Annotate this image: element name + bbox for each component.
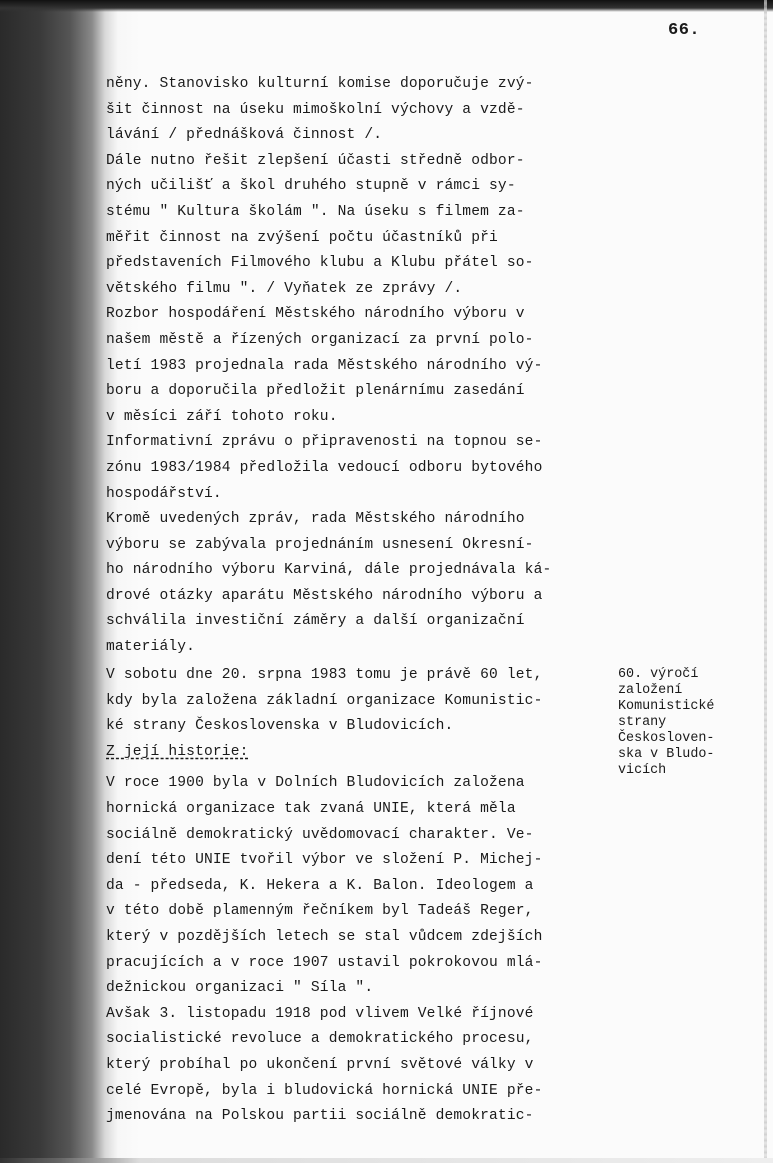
text-line: stému " Kultura školám ". Na úseku s filmem za- bbox=[106, 203, 525, 220]
text-line: dení této UNIE tvořil výbor ve složení P. Michej- bbox=[106, 852, 543, 869]
margin-note-line: založení bbox=[618, 683, 683, 698]
paragraph bbox=[106, 430, 626, 507]
margin-note-line: 60. výročí bbox=[618, 667, 699, 682]
text-line: boru a doporučila předložit plenárnímu zasedání bbox=[106, 383, 525, 400]
text-line: ných učilišť a škol druhého stupně v rámci sy- bbox=[106, 178, 516, 195]
text-line: větského filmu ". / Vyňatek ze zprávy /. bbox=[106, 280, 463, 297]
paragraph bbox=[106, 1002, 626, 1130]
text-line: lávání / přednášková činnost /. bbox=[106, 127, 383, 144]
text-line: kdy byla založena základní organizace Komunistic- bbox=[106, 692, 543, 709]
paragraph bbox=[106, 149, 626, 303]
text-line: ké strany Československa v Bludovicích. bbox=[106, 718, 454, 735]
text-line: jmenována na Polskou partii sociálně demokratic- bbox=[106, 1108, 534, 1125]
text-line: který probíhal po ukončení první světové války v bbox=[106, 1056, 534, 1073]
text-line: hospodářství. bbox=[106, 485, 222, 502]
text-line: celé Evropě, byla i bludovická hornická UNIE pře- bbox=[106, 1082, 543, 1099]
margin-note-line: Komunistické bbox=[618, 699, 715, 714]
text-line: v této době plamenným řečníkem byl Tadeáš Reger, bbox=[106, 903, 534, 920]
text-line: něny. Stanovisko kulturní komise doporučuje zvý- bbox=[106, 76, 534, 92]
text-line: materiály. bbox=[106, 639, 196, 656]
text-line: hornická organizace tak zvaná UNIE, která měla bbox=[106, 800, 516, 817]
text-line: ho národního výboru Karviná, dále projednávala ká- bbox=[106, 562, 552, 579]
text-line: Dále nutno řešit zlepšení účasti středně odbor- bbox=[106, 152, 525, 169]
text-line: Avšak 3. listopadu 1918 pod vlivem Velké říjnové bbox=[106, 1005, 534, 1022]
anniversary-paragraph bbox=[106, 663, 626, 740]
text-line: schválila investiční záměry a další organizační bbox=[106, 613, 525, 630]
anniversary-section bbox=[106, 663, 626, 1130]
text-line: drové otázky aparátu Městského národního výboru a bbox=[106, 587, 543, 604]
text-line: da - předseda, K. Hekera a K. Balon. Ideologem a bbox=[106, 877, 534, 894]
text-line: výboru se zabývala projednáním usnesení Okresní- bbox=[106, 536, 534, 553]
text-line: šit činnost na úseku mimoškolní výchovy a vzdě- bbox=[106, 101, 525, 118]
margin-note-line: vicích bbox=[618, 763, 667, 778]
margin-note-line: Českosloven- bbox=[618, 731, 715, 746]
paragraph bbox=[106, 72, 626, 149]
page-bottom-shadow bbox=[0, 1158, 773, 1163]
text-line: V sobotu dne 20. srpna 1983 tomu je právě 60 let, bbox=[106, 667, 543, 683]
text-line: který v pozdějších letech se stal vůdcem zdejších bbox=[106, 928, 543, 945]
text-line: představeních Filmového klubu a Klubu přátel so- bbox=[106, 255, 534, 272]
margin-note-line: strany bbox=[618, 715, 667, 730]
text-line: našem městě a řízených organizací za první polo- bbox=[106, 331, 534, 348]
page-number: 66. bbox=[668, 21, 701, 40]
text-line: měřit činnost na zvýšení počtu účastníků při bbox=[106, 229, 498, 246]
paragraph bbox=[106, 302, 626, 430]
text-line: letí 1983 projednala rada Městského národního vý- bbox=[106, 357, 543, 374]
text-line: Kromě uvedených zpráv, rada Městského národního bbox=[106, 511, 525, 528]
text-line: Informativní zprávu o připravenosti na topnou se- bbox=[106, 434, 543, 451]
text-line: sociálně demokratický uvědomovací charakter. Ve- bbox=[106, 826, 534, 843]
text-line: pracujících a v roce 1907 ustavil pokrokovou mlá- bbox=[106, 954, 543, 971]
page-right-edge bbox=[764, 0, 767, 1163]
chronicle-top-text bbox=[106, 72, 626, 661]
text-line: zónu 1983/1984 předložila vedoucí odboru bytového bbox=[106, 459, 543, 476]
paragraph bbox=[106, 771, 626, 1001]
margin-note-line: ska v Bludo- bbox=[618, 747, 715, 762]
text-line: Rozbor hospodáření Městského národního výboru v bbox=[106, 306, 525, 323]
text-line: dežnickou organizaci " Síla ". bbox=[106, 980, 374, 997]
paragraph bbox=[106, 507, 626, 661]
text-line: v měsíci září tohoto roku. bbox=[106, 408, 338, 425]
page-top-shadow bbox=[0, 0, 773, 12]
text-line: V roce 1900 byla v Dolních Bludovicích založena bbox=[106, 775, 525, 792]
text-line: socialistické revoluce a demokratického procesu, bbox=[106, 1031, 534, 1048]
margin-note bbox=[618, 667, 768, 779]
history-heading: Z její historie: bbox=[106, 743, 249, 760]
